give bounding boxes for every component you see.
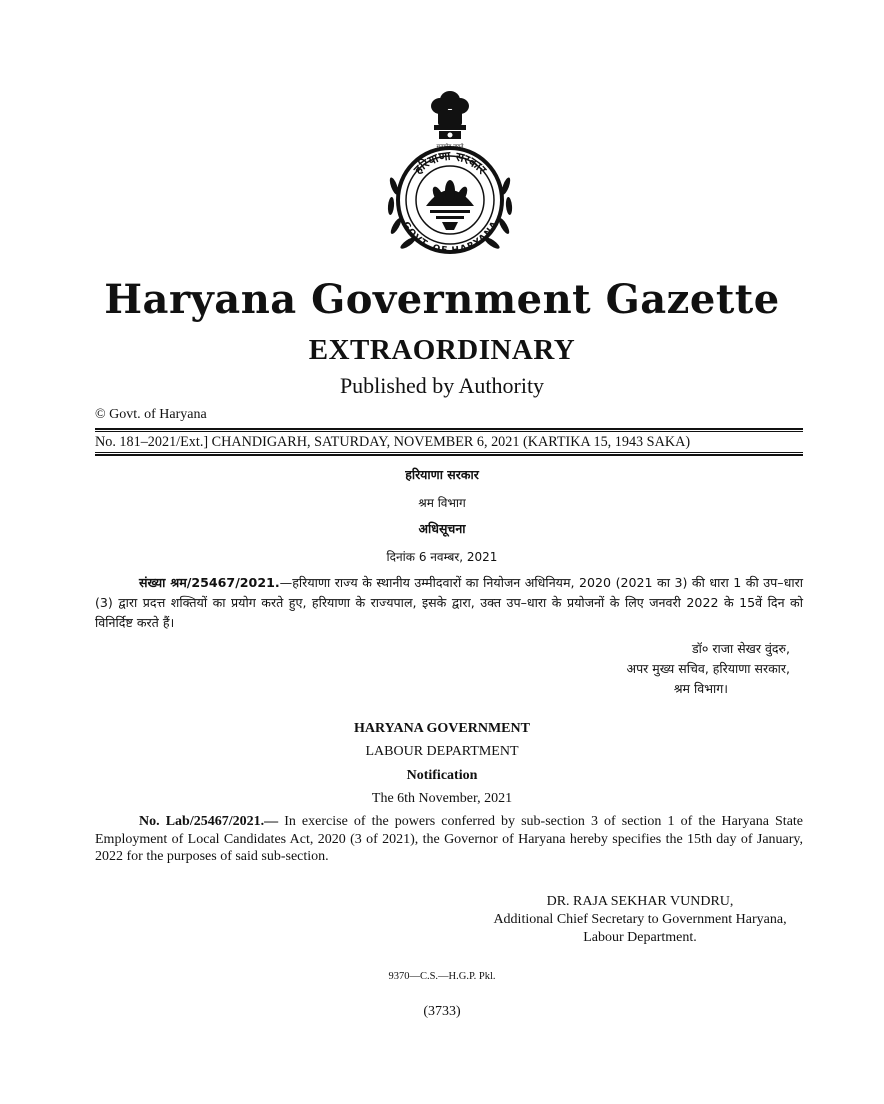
masthead-rule-bottom-thin bbox=[95, 452, 803, 453]
english-signatory-name: DR. RAJA SEKHAR VUNDRU, bbox=[546, 894, 734, 909]
english-notification-text: In exercise of the powers conferred by sub-section 3 of section 1 of the Haryana State Employment of Local Candidates Act, 2020 (3 of 2021), the Governor of Haryana hereby specifies the 15th day of January, 2022 for the purposes of said sub-section. bbox=[95, 814, 804, 864]
hindi-notification-heading: अधिसूचना bbox=[418, 521, 466, 536]
print-reference: 9370—C.S.—H.G.P. Pkl. bbox=[388, 971, 496, 982]
english-notification-heading: Notification bbox=[406, 768, 478, 783]
hindi-government-heading: हरियाणा सरकार bbox=[405, 467, 479, 482]
hindi-date: दिनांक 6 नवम्बर, 2021 bbox=[386, 550, 498, 564]
masthead-rule-top-thin bbox=[95, 431, 803, 432]
hindi-department-heading: श्रम विभाग bbox=[418, 496, 466, 510]
english-government-heading: HARYANA GOVERNMENT bbox=[354, 721, 530, 736]
hindi-notification-text: —हरियाणा राज्य के स्थानीय उम्मीदवारों का नियोजन अधिनियम, 2020 (2021 का 3) की धारा 1 की उप–धारा (3) द्वारा प्रदत्त शक्तियों का प्रयोग करते हुए, हरियाणा के राज्यपाल, इसके द्वारा, उक्त उप–धारा के प्रयोजनों के लिए जनवरी 2022 के 15वें दिन को विनिर्दिष्ट करते हैं। bbox=[95, 575, 803, 630]
hindi-notification-number: संख्या श्रम/25467/2021. bbox=[139, 575, 280, 590]
english-department-heading: LABOUR DEPARTMENT bbox=[365, 744, 519, 759]
hindi-signatory-name: डॉ० राजा सेखर वुंदरु, bbox=[691, 641, 790, 656]
english-notification-number: No. Lab/25467/2021.— bbox=[139, 814, 279, 829]
emblem-ring-bottom-text: GOVT. OF HARYANA bbox=[399, 220, 501, 257]
copyright-notice: © Govt. of Haryana bbox=[95, 407, 207, 422]
gazette-tagline: Published by Authority bbox=[339, 373, 545, 398]
hindi-notification-body bbox=[95, 573, 803, 633]
emblem-ring-top-text: हरियाणा सरकार bbox=[410, 148, 490, 177]
page-number: (3733) bbox=[423, 1004, 461, 1019]
issue-line: No. 181–2021/Ext.] CHANDIGARH, SATURDAY, NOVEMBER 6, 2021 (KARTIKA 15, 1943 SAKA) bbox=[95, 434, 691, 450]
english-date: The 6th November, 2021 bbox=[371, 791, 513, 806]
hindi-signatory-department: श्रम विभाग। bbox=[673, 681, 728, 696]
masthead-rule-top bbox=[95, 428, 803, 430]
gazette-subtitle: EXTRAORDINARY bbox=[308, 334, 576, 366]
masthead-rule-bottom bbox=[95, 454, 803, 456]
emblem-motto: सत्यमेव जयते bbox=[436, 144, 464, 150]
haryana-state-emblem-icon bbox=[382, 88, 518, 260]
gazette-title: Haryana Government Gazette bbox=[104, 276, 780, 323]
english-signatory-designation: Additional Chief Secretary to Government Haryana, bbox=[493, 912, 787, 927]
english-notification-body bbox=[95, 813, 803, 866]
english-signatory-department: Labour Department. bbox=[583, 930, 697, 945]
hindi-signatory-designation: अपर मुख्य सचिव, हरियाणा सरकार, bbox=[626, 661, 790, 676]
